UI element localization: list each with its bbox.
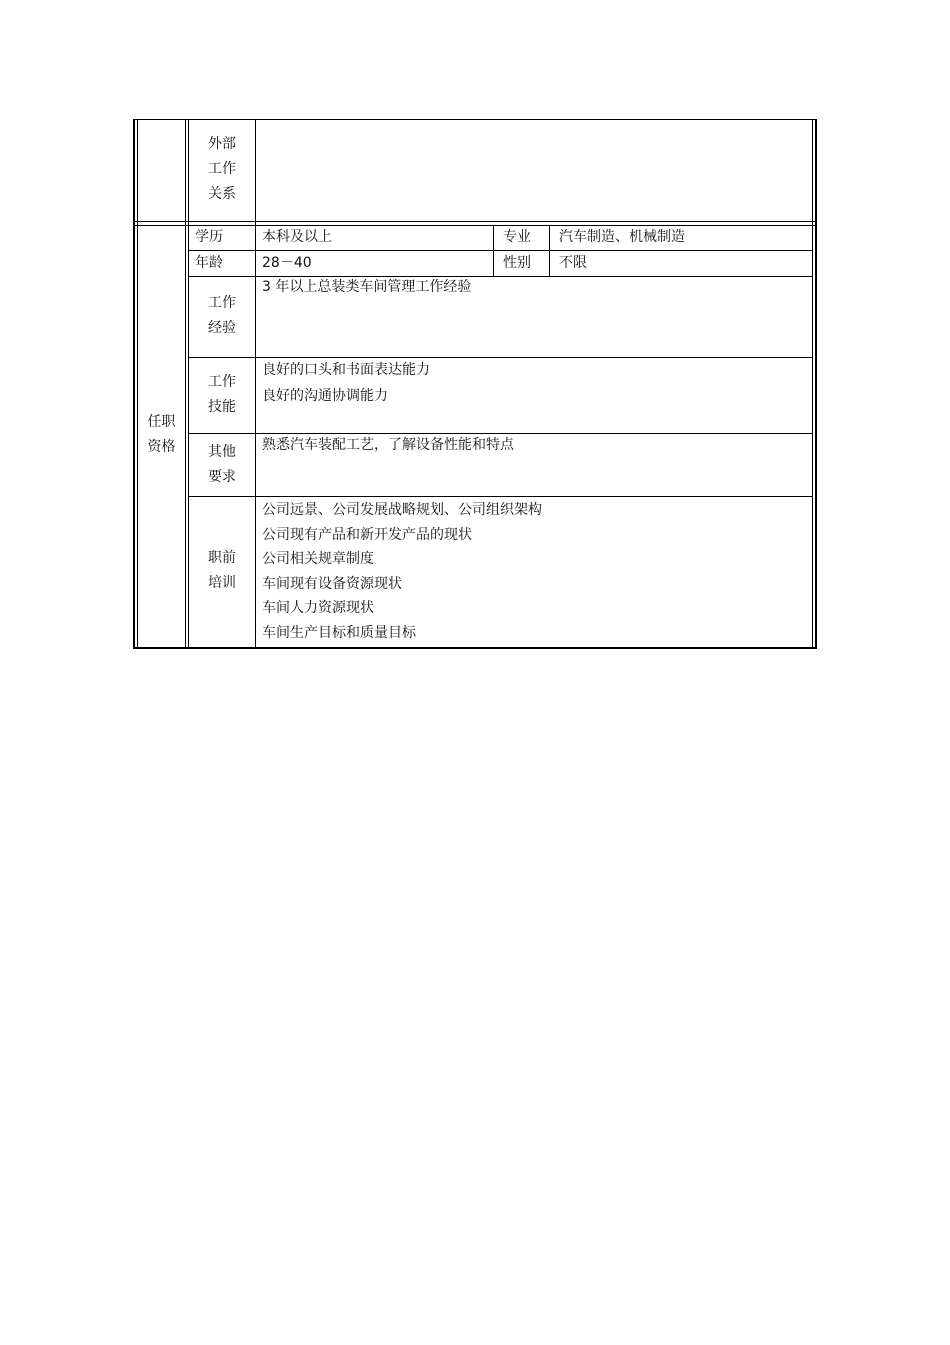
age-label: 年龄 [195,255,223,271]
skills-list [262,357,430,409]
experience-label: 工作 经验 [208,295,236,336]
training-list [262,498,542,646]
gender-label: 性别 [503,255,531,271]
list-item: 良好的口头和书面表达能力 [262,362,430,378]
training-label: 职前 培训 [208,550,236,591]
list-item: 公司远景、公司发展战略规划、公司组织架构 [262,502,542,518]
list-item: 车间生产目标和质量目标 [262,624,416,641]
external-relations-label: 外部 工作 关系 [208,136,236,202]
list-item: 车间现有设备资源现状 [262,575,402,592]
list-item: 车间人力资源现状 [262,600,374,617]
age-value: 28－40 [262,255,312,271]
list-item: 公司现有产品和新开发产品的现状 [262,526,472,543]
list-item: 公司相关规章制度 [262,551,374,568]
qualifications-section-label: 任职 资格 [147,414,176,455]
major-value: 汽车制造、机械制造 [559,229,685,245]
major-label: 专业 [503,229,531,245]
education-label: 学历 [195,229,223,245]
education-value: 本科及以上 [262,229,332,245]
other-requirements-value: 熟悉汽车装配工艺，了解设备性能和特点 [262,437,514,453]
experience-value: 3 年以上总装类车间管理工作经验 [262,279,472,295]
other-requirements-label: 其他 要求 [208,444,236,485]
gender-value: 不限 [559,255,587,271]
list-item: 良好的沟通协调能力 [262,388,388,404]
skills-label: 工作 技能 [208,374,236,415]
